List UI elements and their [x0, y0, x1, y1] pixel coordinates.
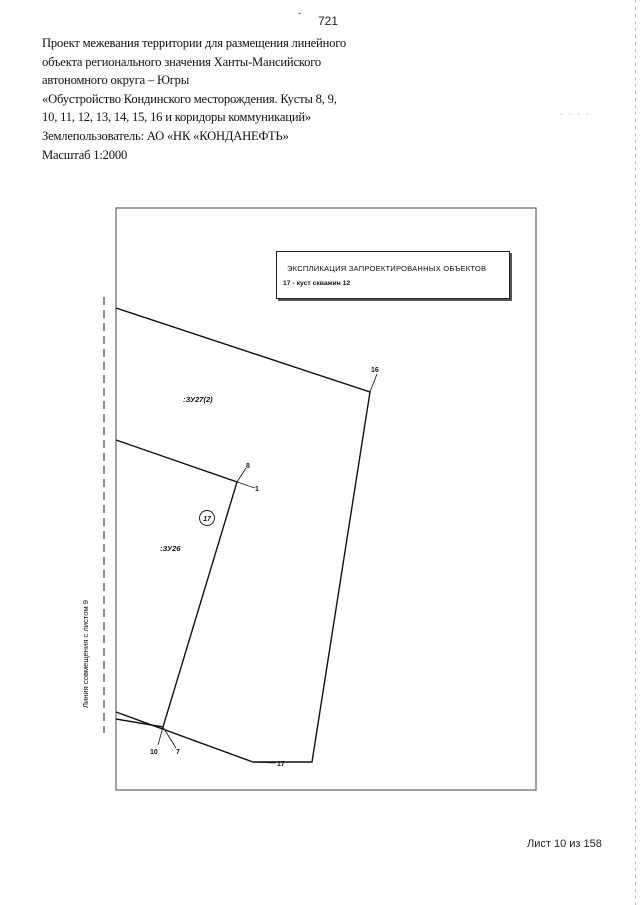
- plot-zu26-boundary: [116, 440, 237, 727]
- leader-7: [163, 727, 176, 748]
- matching-line-label: Линия совмещения с листом 9: [81, 600, 90, 708]
- scan-specks: · · · ·: [560, 110, 591, 119]
- sheet-footer: Лист 10 из 158: [527, 838, 602, 850]
- leader-8: [237, 468, 246, 482]
- legend-title: ЭКСПЛИКАЦИЯ ЗАПРОЕКТИРОВАННЫХ ОБЪЕКТОВ: [287, 264, 487, 273]
- leader-1: [237, 482, 255, 488]
- header-line-1: Проект межевания территории для размещения линейного: [42, 36, 346, 50]
- plot-zu27-boundary: [116, 308, 370, 762]
- object-marker-number: 17: [203, 516, 211, 523]
- page-mark: ˇ: [298, 12, 302, 23]
- plot-label-zu26: :ЗУ26: [160, 544, 181, 553]
- header-line-5: 10, 11, 12, 13, 14, 15, 16 и коридоры коммуникаций»: [42, 110, 312, 125]
- header-line-3: автономного округа – Югры: [42, 73, 190, 88]
- header-line-7: Масштаб 1:2000: [42, 147, 128, 162]
- plot-label-zu27: :ЗУ27(2): [183, 395, 213, 404]
- point-label-1: 1: [255, 486, 259, 493]
- point-label-16: 16: [371, 367, 379, 374]
- page-number: 721: [318, 14, 339, 28]
- point-label-7: 7: [176, 749, 180, 756]
- leader-10: [158, 727, 163, 745]
- point-label-17: 17: [277, 761, 285, 768]
- point-label-10: 10: [150, 749, 158, 756]
- legend-item: 17 - куст скважин 12: [283, 280, 351, 287]
- leader-16: [370, 374, 377, 392]
- legend-box: [276, 251, 510, 299]
- header-line-2: объекта регионального значения Ханты-Мансийского: [42, 54, 321, 69]
- point-label-8: 8: [246, 463, 250, 470]
- header-line-6: Землепользователь: АО «НК «КОНДАНЕФТЬ»: [42, 128, 289, 143]
- header-line-4: «Обустройство Кондинского месторождения. Кусты 8, 9,: [42, 91, 337, 106]
